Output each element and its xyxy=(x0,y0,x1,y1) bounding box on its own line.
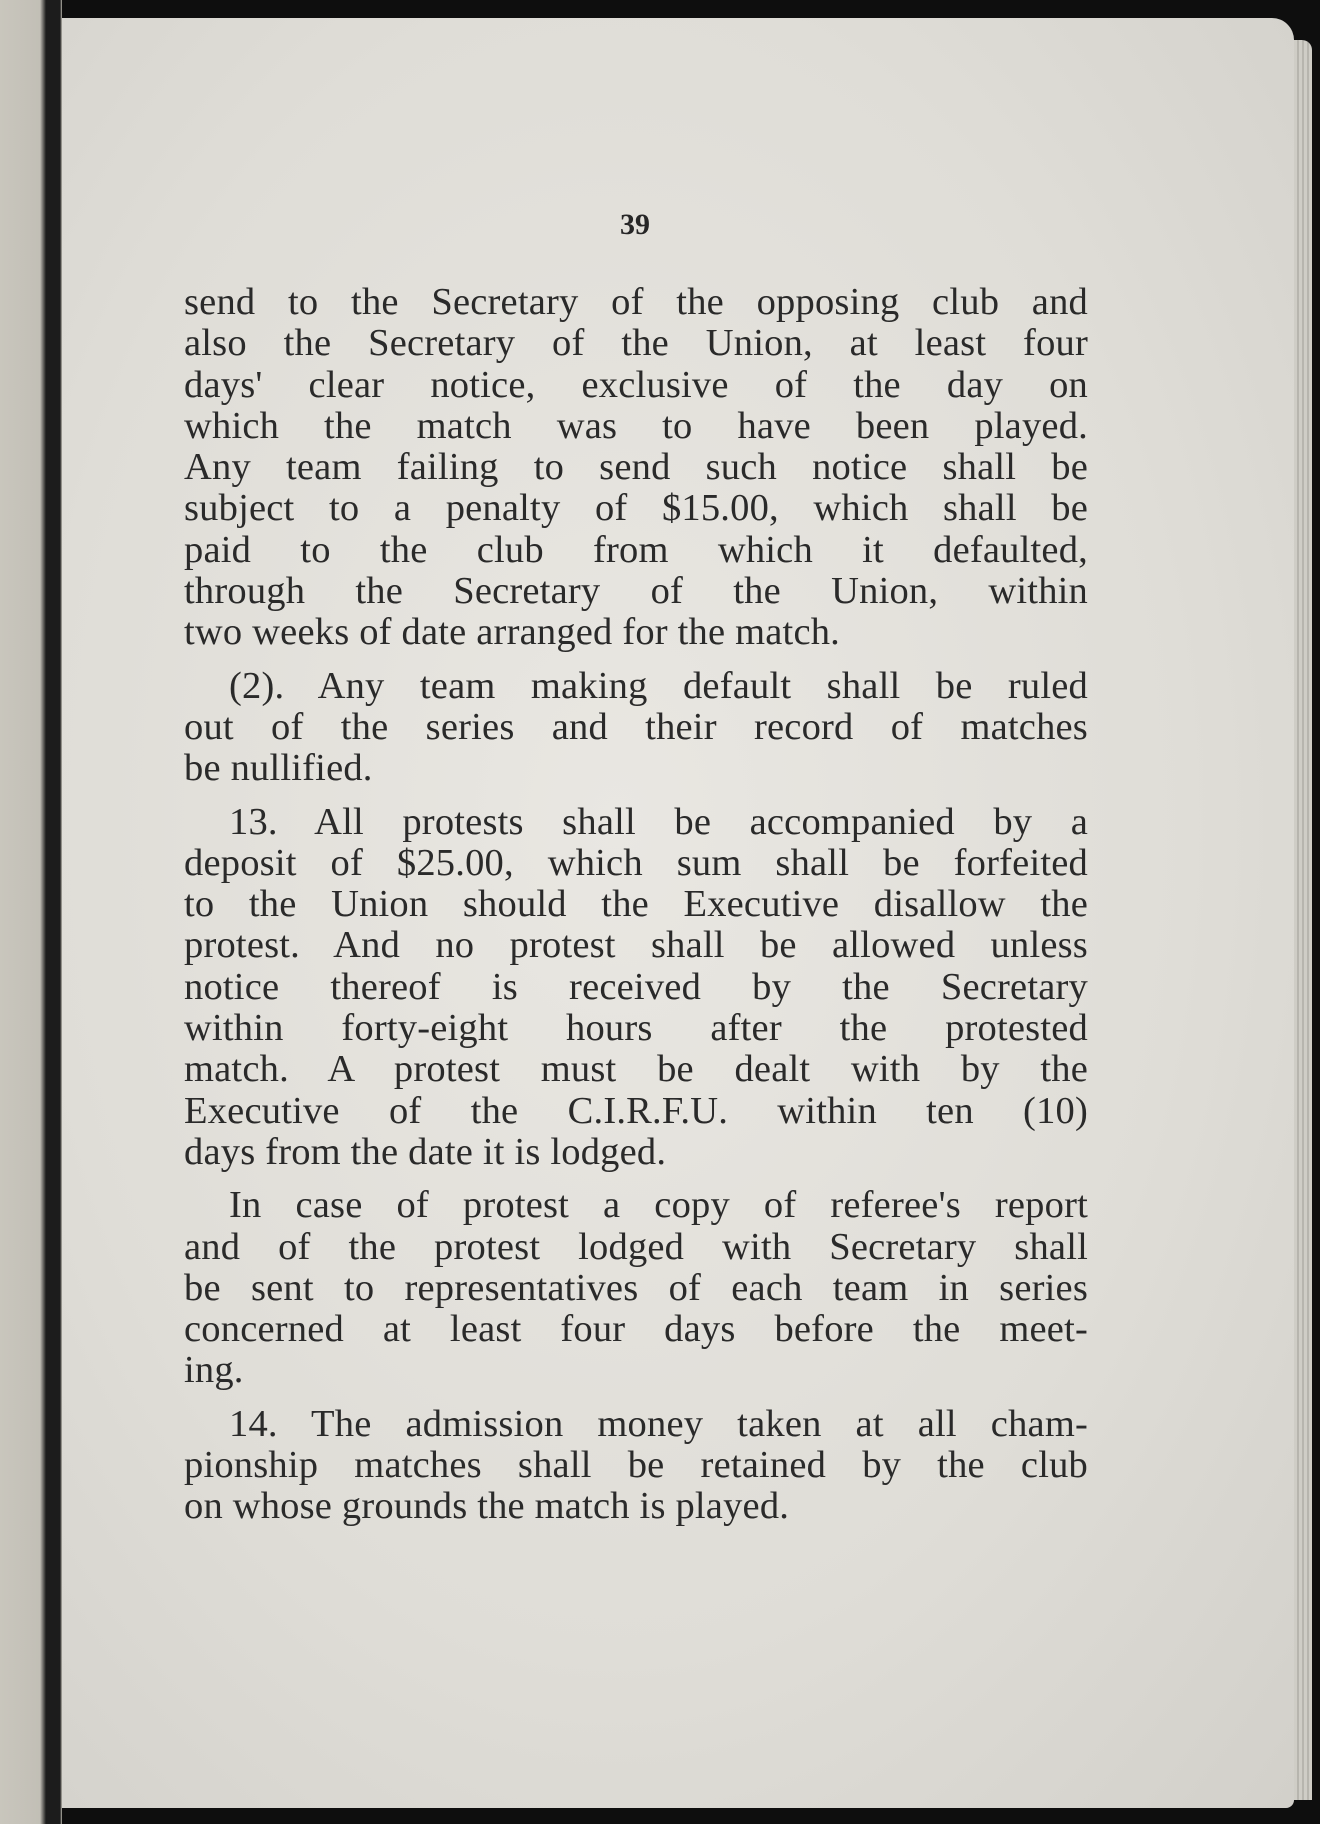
text-line: concerned at least four days before the meet- xyxy=(184,1308,1088,1351)
body-text xyxy=(184,282,1088,1540)
paragraph-protest-report xyxy=(184,1185,1088,1391)
text-line: on whose grounds the match is played. xyxy=(184,1485,790,1528)
paragraph-notice-of-default xyxy=(184,282,1088,654)
paragraph-default-rule xyxy=(184,666,1088,790)
text-line: to the Union should the Executive disallow the xyxy=(184,883,1088,926)
text-line: subject to a penalty of $15.00, which shall be xyxy=(184,487,1088,530)
text-line: Executive of the C.I.R.F.U. within ten (10) xyxy=(184,1089,1088,1132)
text-line: deposit of $25.00, which sum shall be forfeited xyxy=(184,841,1088,884)
page-number: 39 xyxy=(620,208,650,241)
text-line: notice thereof is received by the Secretary xyxy=(184,965,1088,1008)
text-line: (2). Any team making default shall be ruled xyxy=(229,664,1088,707)
paragraph-rule-14 xyxy=(184,1404,1088,1528)
text-line: 13. All protests shall be accompanied by a xyxy=(229,800,1088,843)
text-line: out of the series and their record of matches xyxy=(184,705,1088,748)
text-line: within forty-eight hours after the protested xyxy=(184,1007,1088,1050)
text-line: protest. And no protest shall be allowed unless xyxy=(184,924,1088,967)
text-line: ing. xyxy=(184,1349,244,1392)
text-line: also the Secretary of the Union, at least four xyxy=(184,322,1088,365)
text-line: 14. The admission money taken at all cham- xyxy=(229,1402,1088,1445)
book-spine xyxy=(0,0,62,1824)
text-line: send to the Secretary of the opposing club and xyxy=(184,281,1088,323)
text-line: two weeks of date arranged for the match. xyxy=(184,611,841,654)
text-line: be sent to representatives of each team in series xyxy=(184,1266,1088,1309)
paragraph-rule-13 xyxy=(184,802,1088,1174)
text-line: paid to the club from which it defaulted, xyxy=(184,528,1088,571)
text-line: In case of protest a copy of referee's report xyxy=(229,1184,1088,1227)
text-line: be nullified. xyxy=(184,747,373,790)
text-line: and of the protest lodged with Secretary shall xyxy=(184,1225,1088,1268)
text-line: through the Secretary of the Union, within xyxy=(184,570,1088,613)
text-line: which the match was to have been played. xyxy=(184,404,1088,447)
page-edges xyxy=(1294,40,1312,1800)
text-line: Any team failing to send such notice shall be xyxy=(184,446,1088,489)
text-line: match. A protest must be dealt with by the xyxy=(184,1048,1088,1091)
text-line: days from the date it is lodged. xyxy=(184,1130,667,1173)
text-line: days' clear notice, exclusive of the day on xyxy=(184,363,1088,406)
text-line: pionship matches shall be retained by the club xyxy=(184,1444,1088,1487)
